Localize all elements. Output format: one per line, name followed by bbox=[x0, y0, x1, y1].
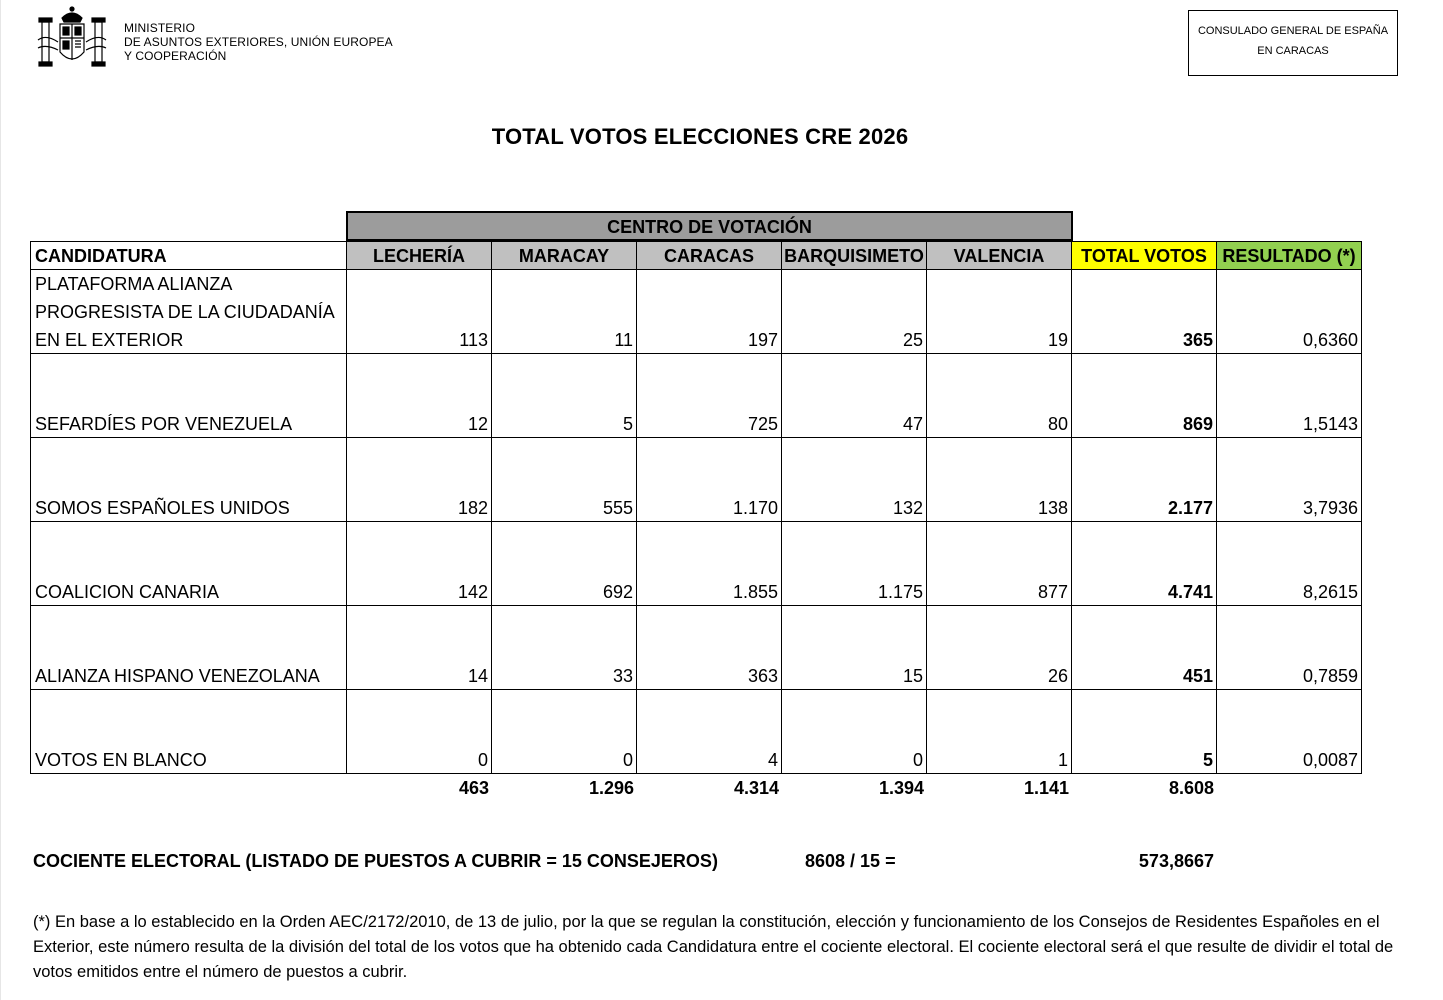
cell-barquisimeto bbox=[782, 606, 927, 690]
cell-value: 0,0087 bbox=[1302, 750, 1358, 770]
cell-caracas bbox=[637, 354, 782, 438]
candidatura-name bbox=[30, 690, 347, 774]
cell-lecheria bbox=[347, 354, 492, 438]
cell-maracay bbox=[492, 690, 637, 774]
total-barquisimeto: 1.394 bbox=[878, 778, 924, 798]
cociente-label: COCIENTE ELECTORAL (LISTADO DE PUESTOS A CUBRIR = 15 CONSEJEROS) bbox=[33, 851, 718, 871]
cell-value: 113 bbox=[459, 330, 488, 350]
candidatura-name-line: SEFARDÍES POR VENEZUELA bbox=[35, 414, 293, 434]
cell-value: 363 bbox=[747, 666, 778, 686]
cell-valencia bbox=[927, 354, 1072, 438]
total-valencia: 1.141 bbox=[1023, 778, 1069, 798]
cell-maracay bbox=[492, 522, 637, 606]
cell-value: 197 bbox=[747, 330, 778, 350]
candidatura-name-line: PLATAFORMA ALIANZA bbox=[35, 274, 233, 294]
total-total-votos: 8.608 bbox=[1168, 778, 1214, 798]
cell-total-votos bbox=[1072, 438, 1217, 522]
cell-valencia bbox=[927, 438, 1072, 522]
cell-value: 4 bbox=[767, 750, 778, 770]
ministry-name bbox=[124, 21, 393, 63]
cell-lecheria bbox=[347, 690, 492, 774]
cell-value: 0 bbox=[912, 750, 923, 770]
cell-value: 8,2615 bbox=[1302, 582, 1358, 602]
cell-barquisimeto bbox=[782, 522, 927, 606]
candidatura-name-text bbox=[35, 578, 344, 606]
candidatura-name bbox=[30, 522, 347, 606]
cell-value: 25 bbox=[902, 330, 923, 350]
total-lecheria: 463 bbox=[458, 778, 489, 798]
cell-total-votos bbox=[1072, 690, 1217, 774]
cell-caracas bbox=[637, 522, 782, 606]
cell-lecheria bbox=[347, 438, 492, 522]
candidatura-name-text bbox=[35, 270, 344, 354]
cell-maracay bbox=[492, 606, 637, 690]
cell-valencia bbox=[927, 690, 1072, 774]
candidatura-name-line: ALIANZA HISPANO VENEZOLANA bbox=[35, 666, 320, 686]
cell-value: 15 bbox=[902, 666, 923, 686]
cell-valencia bbox=[927, 270, 1072, 354]
ministry-line: DE ASUNTOS EXTERIORES, UNIÓN EUROPEA bbox=[124, 35, 393, 49]
cell-value: 1.175 bbox=[877, 582, 923, 602]
cell-value: 725 bbox=[747, 414, 778, 434]
cell-value: 0 bbox=[622, 750, 633, 770]
total-caracas: 4.314 bbox=[733, 778, 779, 798]
cell-value: 0,7859 bbox=[1302, 666, 1358, 686]
cell-lecheria bbox=[347, 606, 492, 690]
footnote: (*) En base a lo establecido en la Orden AEC/2172/2010, de 13 de julio, por la que se regulan la constitución, elección y funcionamiento de los Consejos de Residentes Españoles en el Exterior, este número resulta de la división del total de los votos que ha obtenido cada Candidatura entre el cociente electoral. El cociente electoral será el que resulte de dividir el total de votos emitidos entre el número de puestos a cubrir. bbox=[33, 913, 1394, 981]
cell-valencia bbox=[927, 606, 1072, 690]
candidatura-name-line: EN EL EXTERIOR bbox=[35, 330, 184, 350]
cell-maracay bbox=[492, 270, 637, 354]
total-maracay: 1.296 bbox=[588, 778, 634, 798]
candidatura-name bbox=[30, 606, 347, 690]
candidatura-name bbox=[30, 270, 347, 354]
cell-barquisimeto bbox=[782, 690, 927, 774]
consulado-line: EN CARACAS bbox=[1257, 45, 1329, 57]
candidatura-name bbox=[30, 354, 347, 438]
cociente-formula: 8608 / 15 = bbox=[805, 851, 896, 871]
cell-barquisimeto bbox=[782, 438, 927, 522]
cell-value: 182 bbox=[457, 498, 488, 518]
cell-value: 869 bbox=[1182, 414, 1213, 434]
candidatura-name-line: COALICION CANARIA bbox=[35, 582, 220, 602]
cell-value: 555 bbox=[602, 498, 633, 518]
cell-value: 1.170 bbox=[732, 498, 778, 518]
cell-value: 0,6360 bbox=[1302, 330, 1358, 350]
ministry-line: Y COOPERACIÓN bbox=[124, 49, 227, 63]
cell-value: 365 bbox=[1182, 330, 1213, 350]
column-header-valencia: VALENCIA bbox=[927, 241, 1072, 270]
consulado-box bbox=[1188, 10, 1398, 76]
cell-value: 1 bbox=[1057, 750, 1068, 770]
cell-resultado bbox=[1217, 354, 1362, 438]
column-header-candidatura: CANDIDATURA bbox=[30, 241, 347, 270]
cell-value: 14 bbox=[467, 666, 488, 686]
cell-value: 0 bbox=[477, 750, 488, 770]
candidatura-name-text bbox=[35, 746, 344, 774]
cell-resultado bbox=[1217, 606, 1362, 690]
group-header-centro: CENTRO DE VOTACIÓN bbox=[346, 211, 1073, 241]
candidatura-name-line: PROGRESISTA DE LA CIUDADANÍA bbox=[35, 302, 335, 322]
cell-value: 5 bbox=[622, 414, 633, 434]
column-header-barquisimeto: BARQUISIMETO bbox=[782, 241, 927, 270]
cell-value: 877 bbox=[1037, 582, 1068, 602]
cell-maracay bbox=[492, 354, 637, 438]
cell-caracas bbox=[637, 690, 782, 774]
cell-value: 2.177 bbox=[1167, 498, 1213, 518]
column-header-lecheria: LECHERÍA bbox=[347, 241, 492, 270]
cell-value: 80 bbox=[1047, 414, 1068, 434]
cell-value: 3,7936 bbox=[1302, 498, 1358, 518]
consulado-line: CONSULADO GENERAL DE ESPAÑA bbox=[1197, 25, 1389, 37]
candidatura-name-text bbox=[35, 494, 344, 522]
document-title: TOTAL VOTOS ELECCIONES CRE 2026 bbox=[491, 124, 909, 149]
candidatura-name-text bbox=[35, 662, 344, 690]
candidatura-name bbox=[30, 438, 347, 522]
cell-value: 47 bbox=[902, 414, 923, 434]
cell-value: 138 bbox=[1037, 498, 1068, 518]
cell-value: 5 bbox=[1202, 750, 1213, 770]
candidatura-name-line: SOMOS ESPAÑOLES UNIDOS bbox=[35, 498, 290, 518]
cell-value: 4.741 bbox=[1167, 582, 1213, 602]
cell-value: 33 bbox=[612, 666, 633, 686]
cell-total-votos bbox=[1072, 606, 1217, 690]
cell-barquisimeto bbox=[782, 354, 927, 438]
column-header-maracay: MARACAY bbox=[492, 241, 637, 270]
column-header-resultado: RESULTADO (*) bbox=[1217, 241, 1362, 270]
cell-resultado bbox=[1217, 438, 1362, 522]
cell-total-votos bbox=[1072, 354, 1217, 438]
cell-value: 451 bbox=[1182, 666, 1213, 686]
cell-caracas bbox=[637, 438, 782, 522]
cociente-value: 573,8667 bbox=[1138, 851, 1214, 871]
cell-lecheria bbox=[347, 270, 492, 354]
cell-value: 11 bbox=[614, 330, 633, 350]
cell-valencia bbox=[927, 522, 1072, 606]
cell-value: 19 bbox=[1047, 330, 1068, 350]
cell-total-votos bbox=[1072, 522, 1217, 606]
cell-resultado bbox=[1217, 522, 1362, 606]
cell-value: 692 bbox=[602, 582, 633, 602]
cell-lecheria bbox=[347, 522, 492, 606]
candidatura-name-line: VOTOS EN BLANCO bbox=[35, 750, 207, 770]
cell-value: 132 bbox=[892, 498, 923, 518]
cell-resultado bbox=[1217, 270, 1362, 354]
cell-maracay bbox=[492, 438, 637, 522]
ministry-line: MINISTERIO bbox=[124, 21, 196, 35]
spain-coat-of-arms-icon bbox=[36, 4, 108, 74]
column-header-total-votos: TOTAL VOTOS bbox=[1072, 241, 1217, 270]
cell-value: 1.855 bbox=[732, 582, 778, 602]
cell-total-votos bbox=[1072, 270, 1217, 354]
cell-value: 142 bbox=[457, 582, 488, 602]
cell-barquisimeto bbox=[782, 270, 927, 354]
cell-resultado bbox=[1217, 690, 1362, 774]
cell-caracas bbox=[637, 270, 782, 354]
column-header-caracas: CARACAS bbox=[637, 241, 782, 270]
candidatura-name-text bbox=[35, 410, 344, 438]
cell-caracas bbox=[637, 606, 782, 690]
cell-value: 12 bbox=[467, 414, 488, 434]
cell-value: 26 bbox=[1047, 666, 1068, 686]
cell-value: 1,5143 bbox=[1302, 414, 1358, 434]
